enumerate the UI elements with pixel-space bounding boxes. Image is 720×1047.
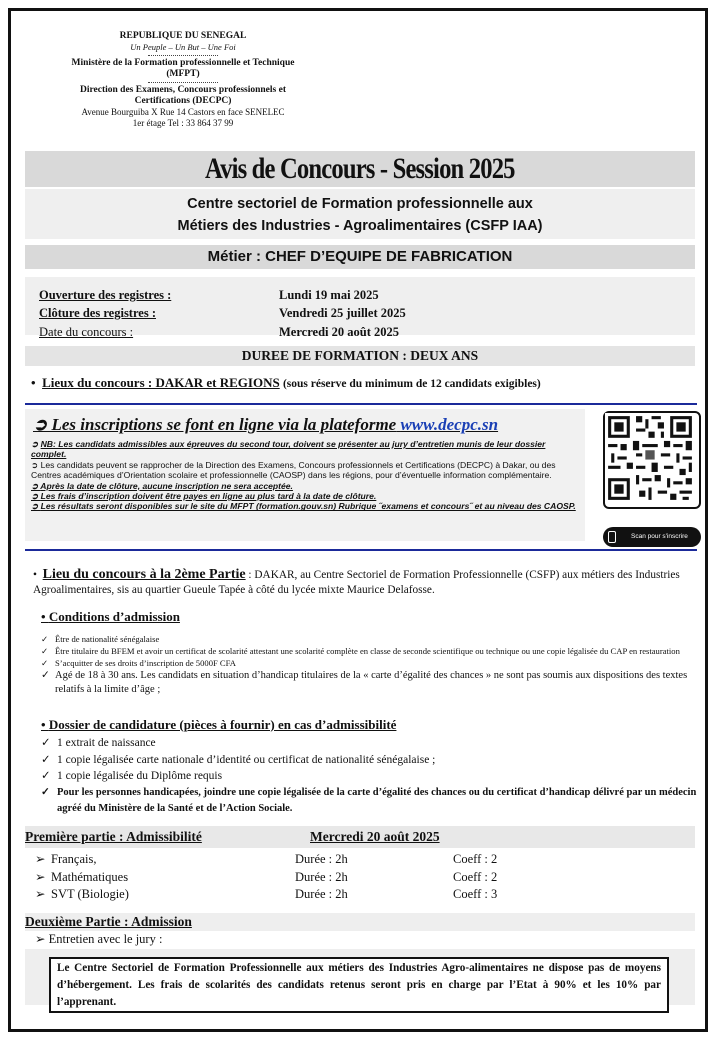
title-bar	[25, 151, 695, 187]
arrow-icon: ➲	[31, 501, 41, 512]
duree-formation: DUREE DE FORMATION : DEUX ANS	[25, 346, 695, 366]
registre-label: Date du concours :	[39, 325, 134, 339]
list-item: ✓ 1 copie légalisée carte nationale d’identité ou certificat de nationalité sénégalaise ;	[41, 752, 701, 769]
note-item: ➲ Les résultats seront disponibles sur le site du MFPT (formation.gouv.sn) Rubrique ˝examens et concours˝ et au niveau des CAOSP.	[31, 501, 576, 512]
check-icon: ✓	[41, 753, 51, 766]
subject-duree: Durée : 2h	[295, 852, 348, 866]
part1-header	[25, 826, 695, 848]
subject-coeff: Coeff : 2	[453, 869, 498, 884]
inscriptions-box	[25, 403, 697, 551]
inscriptions-text: Les inscriptions se font en ligne via la plateforme	[51, 415, 397, 434]
inscriptions-panel	[25, 409, 585, 541]
scan-label: Scan pour s'inscrire	[631, 533, 688, 540]
subjects-list	[35, 851, 635, 904]
subject-name: SVT (Biologie)	[51, 887, 129, 901]
divider	[148, 82, 218, 83]
list-item: ✓ S’acquitter de ses droits d’inscription de 5000F CFA	[41, 658, 237, 668]
centre-line-2: Métiers des Industries - Agroalimentaires (CSFP IAA)	[177, 218, 543, 234]
divider	[148, 55, 218, 56]
subject-duree: Durée : 2h	[295, 869, 348, 884]
list-item: ✓ Agé de 18 à 30 ans. Les candidats en situation d’handicap titulaires de la « carte d’égalité des chances » ne sont pas soumis aux dispositions des textes relatifs à la limite d’âge ;	[41, 670, 688, 695]
direction-name: Direction des Examens, Concours professionnels et Certifications (DECPC)	[79, 85, 286, 106]
arrow-icon: ➢	[35, 869, 46, 884]
check-icon: ✓	[41, 737, 51, 749]
registre-label: Ouverture des registres :	[39, 288, 172, 302]
document-frame	[8, 8, 708, 1032]
list-item: ✓ 1 extrait de naissance	[41, 735, 701, 752]
part1-title: Première partie : Admissibilité	[25, 829, 202, 844]
ministry-name: Ministère de la Formation professionnelle et Technique (MFPT)	[71, 58, 295, 79]
registre-value: Lundi 19 mai 2025	[279, 288, 379, 302]
arrow-icon: ➲	[33, 415, 52, 434]
subject-name: Mathématiques	[51, 869, 129, 884]
list-item: ✓ Être titulaire du BFEM et avoir un certificat de scolarité attestant une scolarité complète en classe de seconde scientifique ou technique ou une copie légalisée du CAP en restauration	[41, 646, 680, 656]
check-icon: ✓	[41, 634, 49, 644]
phone: 1er étage Tel : 33 864 37 99	[132, 118, 234, 128]
republic-label: REPUBLIQUE DU SENEGAL	[119, 31, 247, 41]
dossier-list	[41, 735, 701, 817]
lieu2-heading: Lieu du concours à la 2ème Partie	[42, 567, 246, 582]
check-icon: ✓	[41, 658, 49, 668]
inscriptions-heading	[33, 415, 498, 435]
arrow-icon: ➲	[31, 491, 41, 502]
bullet-icon: •	[41, 717, 49, 732]
part1-date: Mercredi 20 août 2025	[310, 829, 440, 844]
conditions-heading: • Conditions d’admission	[41, 609, 180, 624]
note-item: ➲ NB: Les candidats admissibles aux épreuves du second tour, doivent se présenter au jury d’entretien munis de leur dossier complet.	[31, 439, 546, 460]
metier-title: Métier : CHEF D’EQUIPE DE FABRICATION	[25, 245, 695, 269]
check-icon: ✓	[41, 670, 50, 681]
arrow-icon: ➢	[35, 852, 46, 866]
entretien-item: ➢ Entretien avec le jury :	[35, 932, 163, 946]
check-icon: ✓	[41, 646, 49, 656]
note-item: ➲ Les candidats peuvent se rapprocher de la Direction des Examens, Concours professionnels et Certifications (DECPC) à Dakar, ou des Centres académiques d’Orientation scolaire et professionnelle (CAOSP) dans les régions, pour d’éventuelle information complémentaire.	[31, 459, 556, 481]
lieux-concours	[31, 375, 541, 391]
registre-row	[39, 323, 400, 341]
arrow-icon: ➲	[31, 480, 41, 491]
address: Avenue Bourguiba X Rue 14 Castors en face SENELEC	[81, 107, 285, 117]
check-icon: ✓	[41, 770, 51, 782]
phone-icon	[608, 531, 616, 543]
bullet-icon: •	[41, 609, 49, 624]
bullet-icon: •	[31, 375, 39, 390]
lieux-note: (sous réserve du minimum de 12 candidats exigibles)	[282, 378, 541, 390]
list-item: ✓ Être de nationalité sénégalaise	[41, 634, 160, 644]
centre-line-1: Centre sectoriel de Formation professionnelle aux	[187, 196, 533, 212]
registres-block	[25, 277, 695, 339]
subject-name: Français,	[51, 852, 97, 866]
inscriptions-notes	[31, 439, 579, 512]
note-item: ➲ Après la date de clôture, aucune inscription ne sera acceptée.	[31, 480, 293, 491]
qr-code-icon[interactable]	[603, 411, 701, 509]
part2-header	[25, 913, 695, 931]
subject-row	[35, 851, 635, 869]
subject-row	[35, 886, 635, 904]
arrow-icon: ➢	[35, 887, 46, 901]
arrow-icon: ➲	[31, 459, 41, 470]
subject-row	[35, 869, 635, 887]
conditions-list	[41, 633, 701, 696]
registre-label: Clôture des registres :	[39, 306, 156, 320]
scan-button[interactable]	[603, 527, 701, 547]
registre-row	[39, 286, 379, 304]
registre-value: Mercredi 20 août 2025	[279, 325, 400, 339]
lieux-label: Lieux du concours : DAKAR et REGIONS	[42, 375, 280, 390]
part2-title: Deuxième Partie : Admission	[25, 914, 192, 929]
dossier-heading: • Dossier de candidature (pièces à fournir) en cas d’admissibilité	[41, 717, 397, 732]
list-item: ✓ Pour les personnes handicapées, joindre une copie légalisée de la carte d’égalité des chances ou du certificat d’handicap délivré par un médecin agréé du Ministère de la Santé et de l’Action Sociale.	[41, 786, 697, 814]
page-title: Avis de Concours - Session 2025	[205, 152, 515, 185]
arrow-icon: ➢	[35, 932, 49, 946]
ministry-header	[63, 31, 303, 129]
lieu-partie-2	[33, 567, 697, 598]
decpc-link[interactable]: www.decpc.sn	[400, 415, 499, 434]
subject-coeff: Coeff : 2	[453, 852, 498, 866]
subject-duree: Durée : 2h	[295, 887, 348, 901]
qr-code-graphic	[605, 413, 695, 503]
registre-value: Vendredi 25 juillet 2025	[279, 306, 406, 320]
list-item: ✓ 1 copie légalisée du Diplôme requis	[41, 768, 701, 785]
motto: Un Peuple – Un But – Une Foi	[130, 42, 236, 52]
arrow-icon: ➲	[31, 439, 41, 449]
bullet-icon: •	[33, 569, 43, 581]
lieu2-text: : DAKAR, au Centre Sectoriel de Formation Professionnelle (CSFP) aux métiers des Industries Agroalimentaires, sis au quartier Gueule Tapée à côté du lycée mixte Maurice Delafosse.	[33, 569, 680, 596]
centre-name	[25, 189, 695, 239]
check-icon: ✓	[41, 786, 50, 798]
subject-coeff: Coeff : 3	[453, 887, 498, 901]
final-note: Le Centre Sectoriel de Formation Professionnelle aux métiers des Industries Agro-alimentaires ne dispose pas de moyens d’hébergement. Les frais de scolarités des candidats retenus seront pris en charge par l’Etat à 90% et les 10% par l’apprenant.	[49, 957, 669, 1013]
note-item: ➲ Les frais d’inscription doivent être payes en ligne au plus tard à la date de clôture.	[31, 491, 377, 502]
registre-row	[39, 304, 406, 322]
